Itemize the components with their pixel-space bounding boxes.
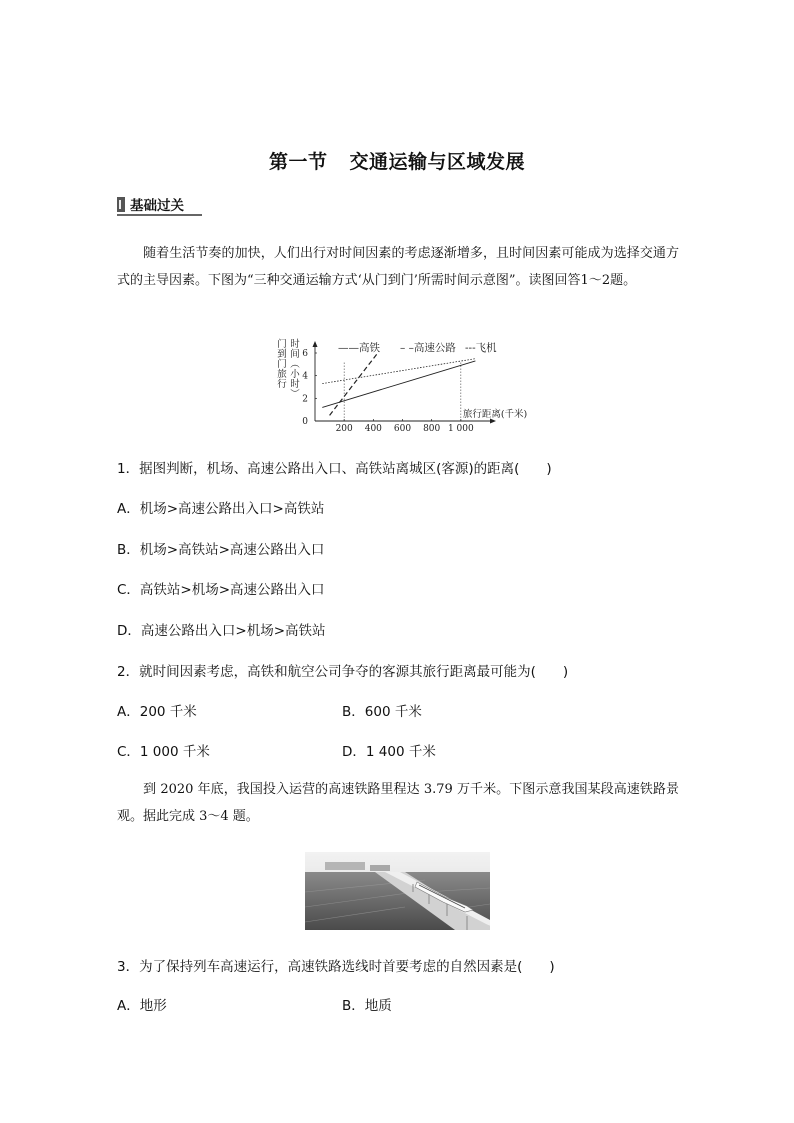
question-3-stem: 3．为了保持列车高速运行，高速铁路选线时首要考虑的自然因素是( ) bbox=[117, 959, 555, 975]
x-tick-label: 200 bbox=[335, 424, 353, 434]
y-axis-label-left-char: 门 bbox=[277, 339, 287, 350]
x-tick-label: 600 bbox=[393, 424, 412, 434]
legend-entry: – –高速公路 bbox=[400, 342, 456, 354]
intro-text-1: 随着生活节奏的加快，人们出行对时间因素的考虑逐渐增多，且时间因素可能成为选择交通方式的主导因素。下图为“三种交通运输方式‘从门到门’所需时间示意图”。读图回答1～2题。 bbox=[117, 246, 679, 288]
section-label: 基础过关 bbox=[130, 198, 184, 214]
x-tick-label: 1 000 bbox=[447, 424, 474, 434]
question-1-stem: 1．据图判断，机场、高速公路出入口、高铁站离城区(客源)的距离( ) bbox=[117, 461, 552, 477]
title-text: 交通运输与区域发展 bbox=[349, 151, 526, 173]
section-marker-icon bbox=[117, 197, 125, 212]
page-title bbox=[0, 147, 794, 174]
question-3-option-b[interactable]: B．地质 bbox=[342, 998, 392, 1014]
y-tick-label: 4 bbox=[302, 371, 308, 382]
y-axis-label-left-char: 到 bbox=[277, 349, 287, 360]
intro-paragraph-1 bbox=[117, 240, 679, 294]
x-tick-label: 800 bbox=[423, 424, 441, 434]
y-axis-label-right-char: 小 bbox=[290, 369, 300, 380]
title-section-number: 第一节 bbox=[268, 151, 328, 173]
question-1-option-a[interactable]: A．机场>高速公路出入口>高铁站 bbox=[117, 501, 325, 517]
y-axis-label-right-char: ︶ bbox=[290, 389, 300, 400]
question-2-stem: 2．就时间因素考虑，高铁和航空公司争夺的客源其旅行距离最可能为( ) bbox=[117, 664, 569, 680]
question-3-option-a[interactable]: A．地形 bbox=[117, 998, 167, 1014]
y-tick-label: 6 bbox=[302, 349, 308, 359]
travel-time-chart bbox=[270, 335, 540, 440]
question-1-option-d[interactable]: D．高速公路出入口>机场>高铁站 bbox=[117, 623, 326, 639]
section-heading bbox=[117, 194, 184, 214]
y-axis-label-left-char: 门 bbox=[277, 359, 287, 370]
y-axis-label-left-char: 行 bbox=[277, 379, 287, 390]
y-axis-arrow-icon bbox=[313, 341, 318, 347]
y-axis-label-right-char: 时 bbox=[290, 379, 300, 390]
question-2-option-a[interactable]: A．200 千米 bbox=[117, 704, 197, 720]
legend-entry: ——高铁 bbox=[338, 342, 380, 354]
high-speed-railway-photo-icon bbox=[305, 852, 490, 930]
intro-paragraph-2 bbox=[117, 776, 679, 830]
section-underline bbox=[117, 214, 202, 216]
y-tick-label: 0 bbox=[302, 417, 308, 427]
question-2-option-d[interactable]: D．1 400 千米 bbox=[342, 744, 436, 760]
question-2-option-c[interactable]: C．1 000 千米 bbox=[117, 744, 210, 760]
y-axis-label-right-char: 时 bbox=[290, 339, 300, 350]
series-line-高速公路 bbox=[330, 353, 378, 415]
y-axis-label-left-char: 旅 bbox=[277, 369, 287, 380]
question-1-option-c[interactable]: C．高铁站>机场>高速公路出入口 bbox=[117, 582, 325, 598]
legend-entry: ---飞机 bbox=[465, 342, 497, 354]
y-axis-label-right-char: ︵ bbox=[290, 359, 300, 370]
intro-text-2: 到 2020 年底，我国投入运营的高速铁路里程达 3.79 万千米。下图示意我国某段高速铁路景观。据此完成 3～4 题。 bbox=[117, 782, 679, 824]
series-line-高铁 bbox=[322, 361, 475, 407]
question-1-option-b[interactable]: B．机场>高铁站>高速公路出入口 bbox=[117, 542, 325, 558]
y-tick-label: 2 bbox=[302, 394, 308, 405]
y-axis-label-right-char: 间 bbox=[290, 349, 300, 360]
x-tick-label: 400 bbox=[364, 424, 382, 434]
question-2-option-b[interactable]: B．600 千米 bbox=[342, 704, 422, 720]
series-line-飞机 bbox=[322, 359, 475, 384]
x-axis-label: 旅行距离(千米) bbox=[462, 409, 528, 420]
